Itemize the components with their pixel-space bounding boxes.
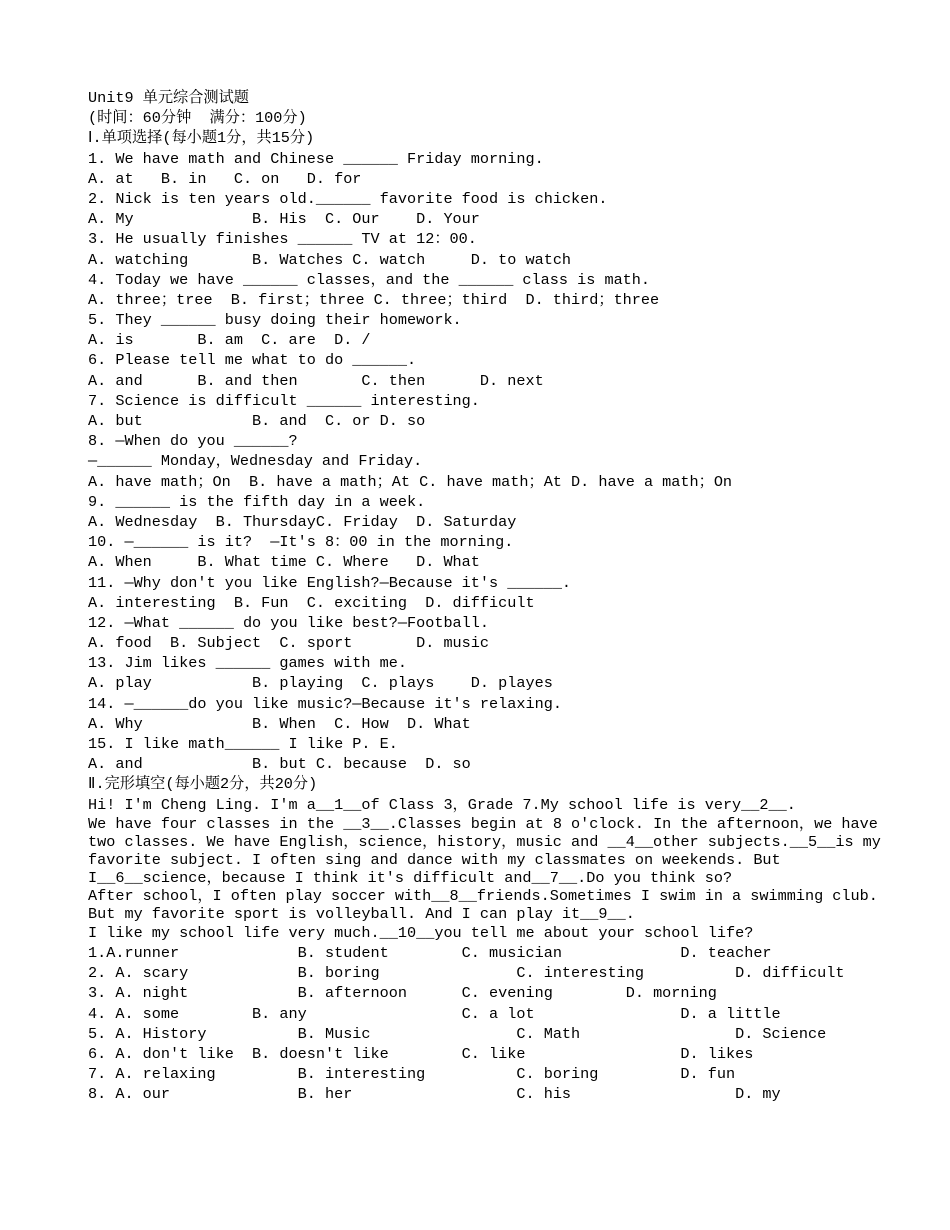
- option-line: 7. A. relaxing B. interesting C. boring D. fun: [88, 1065, 736, 1084]
- question-line: A. interesting B. Fun C. exciting D. difficult: [88, 593, 535, 612]
- question-line: 5. They ______ busy doing their homework.: [88, 311, 462, 330]
- option-line: 3. A. night B. afternoon C. evening D. morning: [88, 984, 717, 1003]
- question-line: A. three；tree B. first；three C. three；third D. third；three: [88, 290, 660, 309]
- question-line: 4. Today we have ______ classes，and the ______ class is math.: [88, 270, 651, 289]
- doc-meta: (时间：60分钟 满分：100分): [88, 109, 307, 128]
- question-line: A. food B. Subject C. sport D. music: [88, 634, 490, 653]
- option-line: 1.A.runner B. student C. musician D. teacher: [88, 943, 772, 962]
- question-line: A. Why B. When C. How D. What: [88, 714, 471, 733]
- question-line: A. but B. and C. or D. so: [88, 412, 426, 430]
- section1-questions: [88, 149, 908, 775]
- option-line: 6. A. don't like B. doesn't like C. like D. likes: [88, 1044, 754, 1063]
- question-line: A. play B. playing C. plays D. playes: [88, 674, 553, 693]
- section1-header: Ⅰ.单项选择(每小题1分，共15分): [88, 129, 315, 148]
- question-line: A. My B. His C. Our D. Your: [88, 210, 480, 229]
- option-line: 5. A. History B. Music C. Math D. Science: [88, 1024, 827, 1043]
- passage-intro: Hi! I'm Cheng Ling. I'm a__1__of Class 3，Grade 7.My school life is very__2__.: [88, 795, 796, 814]
- question-line: A. When B. What time C. Where D. What: [88, 553, 480, 572]
- question-line: 12. —What ______ do you like best?—Football.: [88, 613, 490, 632]
- option-line: 4. A. some B. any C. a lot D. a little: [88, 1004, 781, 1023]
- question-line: 15. I like math______ I like P. E.: [88, 735, 398, 753]
- passage-body: We have four classes in the __3__.Classes begin at 8 o'clock. In the afternoon，we have two classes. We have English，science，history，music and __4__other subjects.__5__is my favorite subject. I often sing and dance with my classmates on weekends. But I__6__science，because I think it's difficult and__7__.Do you think so?: [88, 814, 891, 887]
- question-line: 10. —______ is it? —It's 8：00 in the morning.: [88, 533, 514, 552]
- question-line: 11. —Why don't you like English?—Because it's ______.: [88, 573, 572, 592]
- question-line: 8. —When do you ______?: [88, 432, 298, 451]
- question-line: A. have math；On B. have a math；At C. have math；At D. have a math；On: [88, 472, 733, 491]
- question-line: 1. We have math and Chinese ______ Friday morning.: [88, 149, 544, 168]
- option-line: 8. A. our B. her C. his D. my: [88, 1085, 781, 1104]
- document: [88, 88, 908, 1104]
- cloze-options: [88, 943, 908, 1105]
- question-line: A. and B. but C. because D. so: [88, 755, 471, 774]
- question-line: 6. Please tell me what to do ______.: [88, 351, 417, 370]
- question-line: 7. Science is difficult ______ interesting.: [88, 391, 480, 410]
- option-line: 2. A. scary B. boring C. interesting D. difficult: [88, 964, 845, 983]
- question-line: A. and B. and then C. then D. next: [88, 371, 544, 390]
- question-line: A. is B. am C. are D. /: [88, 331, 371, 350]
- question-line: 14. —______do you like music?—Because it's relaxing.: [88, 694, 562, 713]
- question-line: 2. Nick is ten years old.______ favorite food is chicken.: [88, 189, 608, 208]
- question-line: A. Wednesday B. ThursdayC. Friday D. Saturday: [88, 512, 517, 531]
- section2-header: Ⅱ.完形填空(每小题2分，共20分): [88, 775, 318, 794]
- question-line: 9. ______ is the fifth day in a week.: [88, 492, 426, 511]
- question-line: A. at B. in C. on D. for: [88, 169, 362, 188]
- question-line: A. watching B. Watches C. watch D. to watch: [88, 250, 572, 269]
- passage-end: I like my school life very much.__10__you tell me about your school life?: [88, 923, 754, 942]
- doc-title: Unit9 单元综合测试题: [88, 89, 249, 107]
- passage-after: After school，I often play soccer with__8__friends.Sometimes I swim in a swimming club. But my favorite sport is volleyball. And I can play it__9__.: [88, 886, 888, 923]
- question-line: —______ Monday，Wednesday and Friday.: [88, 452, 423, 471]
- question-line: 3. He usually finishes ______ TV at 12：00.: [88, 230, 477, 249]
- question-line: 13. Jim likes ______ games with me.: [88, 654, 407, 673]
